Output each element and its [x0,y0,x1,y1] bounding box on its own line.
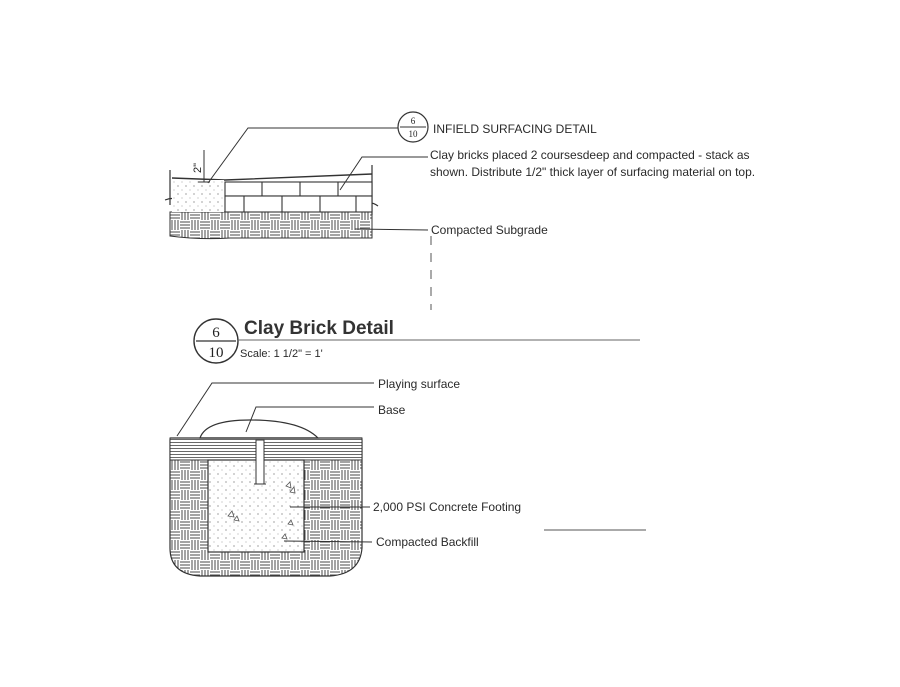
infield-section [165,112,431,310]
base-layer [170,438,362,460]
infield-subgrade-label: Compacted Subgrade [431,223,548,237]
infield-bubble-bottom: 10 [408,129,418,139]
clay-brick-bubble-top: 6 [212,325,220,341]
infield-brick-note: Clay bricks placed 2 coursesdeep and compacted - stack as shown. Distribute 1/2" thick layer of surfacing material on top. [430,148,756,180]
infield-dimension-label: 2" [192,162,204,174]
footing-label: 2,000 PSI Concrete Footing [373,500,522,514]
infield-title-leader [208,128,400,183]
base-anchor-post [256,440,264,484]
infield-detail-title: INFIELD SURFACING DETAIL [433,122,597,136]
infield-subgrade-hatch [170,212,372,239]
backfill-label: Compacted Backfill [376,535,479,549]
infield-bubble-top: 6 [410,116,416,126]
clay-brick-detail-title: Clay Brick Detail [244,318,394,339]
playing-surface-label: Playing surface [378,377,461,391]
base-label: Base [378,403,406,417]
infield-brick-courses [225,182,372,212]
infield-soil-fill [172,180,224,212]
infield-surfacing-layer [172,174,372,180]
clay-brick-bubble-bottom: 10 [208,345,224,361]
base-mound [200,420,318,438]
clay-brick-scale: Scale: 1 1/2" = 1' [240,348,323,360]
